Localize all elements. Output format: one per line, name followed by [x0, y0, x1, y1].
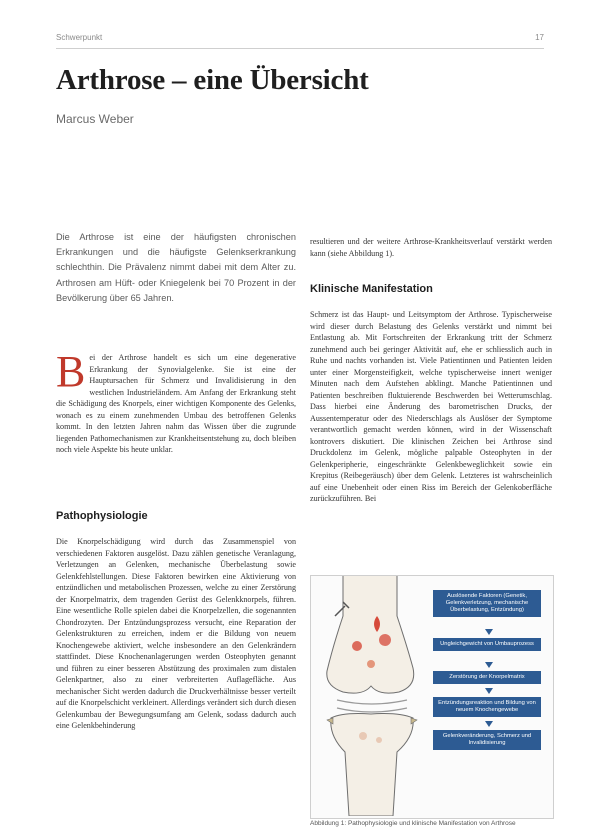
drop-cap: B — [56, 347, 86, 396]
page-number: 17 — [535, 33, 544, 42]
klinische-manifestation-text: Schmerz ist das Haupt- und Leitsymptom der Arthrose. Typischerweise wird dieser durch Belastung des Gelenks verstärkt und nimmt bei Entlastung ab. Mit Fortschreiten der Erkrankung tritt der Schmerz zunehmend auch bei geringer Aktivität auf, ehe er schliesslich auch in Ruhe und nachts vorhanden ist. Viele Patientinnen und Patienten leiden unter einer Morgensteifigkeit, welche typischerweise innert weniger Minuten nach dem Aufstehen abklingt. Manche Patientinnen und Patienten beschreiben fluktuierende Beschwerden bei Wetterumschlag. Dass hierbei eine Änderung des barometrischen Drucks, der Aussentemperatur oder des Niederschlags als Auslöser der Symptome verantwortlich gemacht werden können, wird in der Wissenschaft kontrovers diskutiert. Die klinischen Zeichen bei Arthrose sind Druckdolenz im Gelenk, mögliche palpable Osteophyten in der Gelenkperipherie, eingeschränkte Gelenkbeweglichkeit sowie ein Krepitus (Reibegeräusch) über dem Gelenk. Letzteres ist wahrscheinlich auf eine Unebenheit oder einen Riss im Bereich der Gelenkoberfläche zurückzuführen. Bei — [310, 310, 552, 503]
flow-arrow-down-icon — [485, 688, 493, 694]
flow-step-2: Ungleichgewicht von Umbauprozess — [433, 638, 541, 651]
header-divider — [56, 48, 544, 49]
figure-1 — [310, 575, 554, 819]
intro-text: ei der Arthrose handelt es sich um eine degenerative Erkrankung der Synovialgelenke. Sie ist eine der Hauptursachen für Schmerz und Invalidisierung in den westlichen Industrieländern. Am Anfang der Erkrankung steht die Schädigung des Knorpels, einer wichtigen Komponente des Gelenks, wonach es zu einem zunehmenden Umbau des betroffenen Gelenks kommt. In den letzten Jahren nahm das Wissen über die zugrunde liegenden Pathomechanismen zur Krankheitsentstehung zu, doch bleiben noch viele Aspekte bis heute unklar. — [56, 353, 296, 454]
intro-paragraph — [56, 347, 296, 456]
flow-step-3: Zerstörung der Knorpelmatrix — [433, 671, 541, 684]
section-heading-pathophysiologie: Pathophysiologie — [56, 510, 148, 522]
figure-caption: Abbildung 1: Pathophysiologie und klinische Manifestation von Arthrose — [310, 820, 552, 828]
flow-step-4: Entzündungsreaktion und Bildung von neuem Knochengewebe — [433, 697, 541, 717]
article-title: Arthrose – eine Übersicht — [56, 64, 369, 96]
running-header-left: Schwerpunkt — [56, 33, 103, 42]
article-abstract: Die Arthrose ist eine der häufigsten chronischen Erkrankungen und die häufigste Gelenkserkrankung schlechthin. Die Prävalenz nimmt dabei mit dem Alter zu. Arthrosen am Hüft- oder Kniegelenk bei 70 Prozent in der Bevölkerung über 65 Jahren. — [56, 232, 296, 303]
flow-step-1: Auslösende Faktoren (Genetik, Gelenkverletzung, mechanische Überbelastung, Entzündung) — [433, 590, 541, 617]
article-author: Marcus Weber — [56, 112, 134, 126]
continued-text: resultieren und der weitere Arthrose-Krankheitsverlauf verstärkt werden kann (siehe Abbildung 1). — [310, 237, 552, 258]
pathophysiologie-text: Die Knorpelschädigung wird durch das Zusammenspiel von verschiedenen Faktoren ausgelöst. Dazu zählen genetische Veranlagung, Verletzungen an Gelenken, mechanische Überbelastung sowie Gelenkfehlstellungen. Diese Faktoren bewirken eine Aktivierung von entzündlichen und metabolischen Prozessen, welche zu einer Zerstörung der Knorpelmatrix, dem tragenden Gerüst des Gelenkknorpels, führen. Eine wesentliche Rolle spielen dabei die Knorpelzellen, die sogenannten Chondrozyten. Der Entzündungsprozess versucht, eine Reparation der Gelenkstrukturen zu erreichen, indem er die Bildung von neuem Knochengewebe aktiviert, welche insbesondere an den Gelenkrändern stattfindet. Diese Knochenanlagerungen werden Osteophyten genannt und führen zu einer besseren Abstützung des proximalen zum distalen Gelenkpartner, also zu einer verbreiterten Auflagefläche. Aus mechanischer Sicht werden dadurch die Druckverhältnisse besser verteilt auf die Knorpelschicht verkleinert. Allerdings verändert sich durch diesen Gelenkumbau der Bewegungsumfang am Gelenk, sodass dadurch auch eine Gelenkbehinderung — [56, 537, 296, 730]
flow-arrow-down-icon — [485, 629, 493, 635]
flow-arrow-down-icon — [485, 662, 493, 668]
flow-step-5: Gelenkveränderung, Schmerz und Invalidisierung — [433, 730, 541, 750]
knee-joint-illustration — [313, 576, 431, 816]
section-heading-klinische-manifestation: Klinische Manifestation — [310, 283, 433, 295]
flow-arrow-down-icon — [485, 721, 493, 727]
